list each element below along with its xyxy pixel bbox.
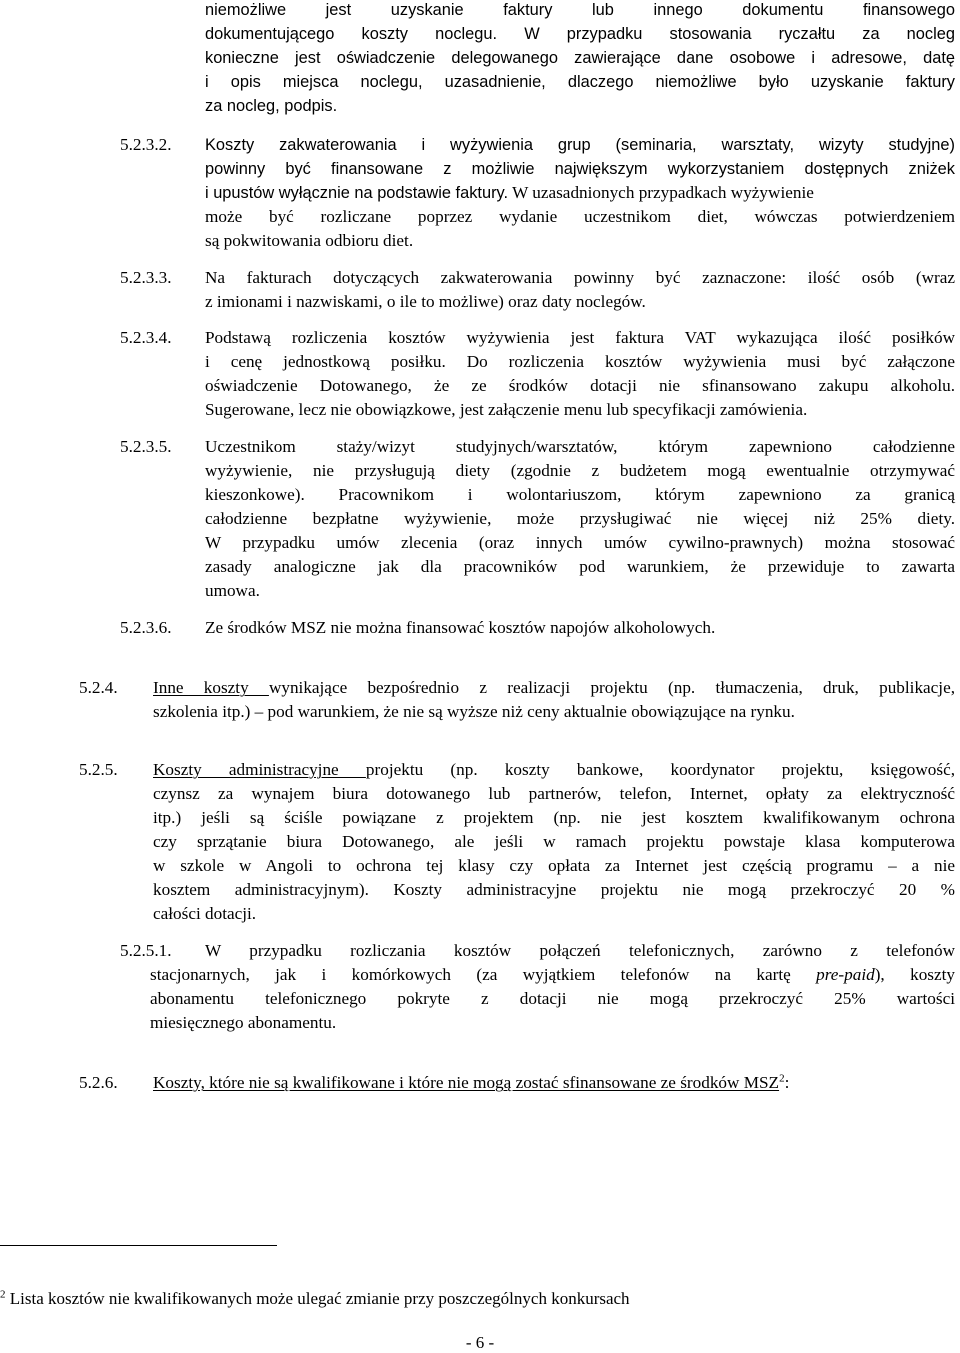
text-line: Koszty zakwaterowania i wyżywienia grup (seminaria, warsztaty, wizyty studyjne)	[205, 136, 955, 154]
text-line: i cenę jednostkową posiłku. Do rozliczenia kosztów wyżywienia musi być załączone	[205, 352, 955, 371]
text-line: z imionami i nazwiskami, o ile to możliwe) oraz daty noclegów.	[205, 292, 646, 311]
text-line: umowa.	[205, 581, 260, 600]
text-line: Na fakturach dotyczących zakwaterowania powinny być zaznaczone: ilość osób (wraz	[205, 268, 955, 287]
text-line: oświadczenie Dotowanego, że ze środków dotacji nie sfinansowano zakupu alkoholu.	[205, 376, 955, 395]
section-number: 5.2.3.2.	[120, 135, 172, 154]
section-heading: Inne koszty	[153, 678, 269, 697]
text-line: kieszonkowe). Pracownikom i wolontariuszom, którym zapewniono za granicą	[205, 485, 955, 504]
text-line: są pokwitowania odbioru diet.	[205, 231, 414, 250]
text-line: Ze środków MSZ nie można finansować kosztów napojów alkoholowych.	[205, 618, 716, 637]
text-line: powinny być finansowane z możliwie największym wykorzystaniem dostępnych zniżek	[205, 160, 955, 178]
section-number: 5.2.3.5.	[120, 437, 172, 456]
text-line: w szkole w Angoli to ochrona tej klasy czy opłata za Internet jest częścią programu – a nie	[153, 856, 955, 875]
text-line: konieczne jest oświadczenie delegowanego zawierające dane osobowe i adresowe, datę	[205, 49, 955, 67]
footnote-separator	[0, 1245, 277, 1246]
section-number: 5.2.4.	[79, 678, 118, 697]
text-line: miesięcznego abonamentu.	[150, 1013, 337, 1032]
footnote-reference[interactable]: 2	[779, 1072, 785, 1085]
text-run: W uzasadnionych przypadkach wyżywienie	[508, 183, 814, 202]
text-line	[153, 678, 955, 698]
text-line: wyżywienie, nie przysługują diety (zgodnie z budżetem mogą ewentualnie otrzymywać	[205, 461, 955, 480]
text-line: całości dotacji.	[153, 904, 257, 923]
text-line: dokumentującego koszty noclegu. W przypadku stosowania ryczałtu za nocleg	[205, 25, 955, 43]
text-run: i upustów wyłącznie na podstawie faktury.	[205, 184, 509, 202]
text-run: stacjonarnych, jak i komórkowych (za wyjątkiem telefonów na kartę	[150, 965, 817, 984]
text-run-italic: pre-paid	[816, 965, 875, 984]
text-line: może być rozliczane poprzez wydanie uczestnikom diet, wówczas potwierdzeniem	[205, 207, 955, 226]
text-line: abonamentu telefonicznego pokryte z dotacji nie mogą przekroczyć 25% wartości	[150, 989, 955, 1008]
text-line: czy sprzątanie biura Dotowanego, ale jeśli w ramach projektu powstaje klasa komputerowa	[153, 832, 955, 851]
section-heading: Koszty administracyjne	[153, 760, 366, 779]
text-line: niemożliwe jest uzyskanie faktury lub innego dokumentu finansowego	[205, 1, 955, 19]
text-line: W przypadku umów zlecenia (oraz innych umów cywilno-prawnych) można stosować	[205, 533, 955, 552]
section-number: 5.2.6.	[79, 1073, 118, 1092]
text-run: wynikające bezpośrednio z realizacji projektu (np. tłumaczenia, druk, publikacje,	[268, 678, 955, 697]
text-line	[205, 183, 814, 203]
section-number: 5.2.3.4.	[120, 328, 172, 347]
text-line	[153, 760, 955, 780]
text-line: za nocleg, podpis.	[205, 97, 338, 115]
text-line: kosztem administracyjnym). Koszty administracyjne projektu nie mogą przekroczyć 20 %	[153, 880, 955, 899]
text-line	[150, 965, 955, 985]
section-heading: Koszty, które nie są kwalifikowane i które nie mogą zostać sfinansowane ze środków MSZ	[153, 1073, 780, 1092]
section-number: 5.2.5.1.	[120, 941, 172, 960]
text-line: Podstawą rozliczenia kosztów wyżywienia jest faktura VAT wykazująca ilość posiłków	[205, 328, 955, 347]
text-line: całodzienne bezpłatne wyżywienie, może przysługiwać nie więcej niż 25% diety.	[205, 509, 955, 528]
text-line: czynsz za wynajem biura dotowanego lub partnerów, telefon, Internet, opłaty za elektryczność	[153, 784, 955, 803]
text-line: W przypadku rozliczania kosztów połączeń telefonicznych, zarówno z telefonów	[205, 941, 955, 960]
text-line: itp.) jeśli są ściśle powiązane z projektem (np. nie jest kosztem kwalifikowanym ochrona	[153, 808, 955, 827]
section-number: 5.2.3.3.	[120, 268, 172, 287]
text-line	[153, 1073, 789, 1093]
text-line: zasady analogiczne jak dla pracowników pod warunkiem, że przewiduje to zawarta	[205, 557, 955, 576]
text-line: Uczestnikom staży/wizyt studyjnych/warsztatów, którym zapewniono całodzienne	[205, 437, 955, 456]
text-line: szkolenia itp.) – pod warunkiem, że nie są wyższe niż ceny aktualnie obowiązujące na rynku.	[153, 702, 795, 721]
text-line: Sugerowane, lecz nie obowiązkowe, jest załączenie menu lub specyfikacji zamówienia.	[205, 400, 808, 419]
footnote	[0, 1289, 630, 1309]
text-line: i opis miejsca noclegu, uzasadnienie, dlaczego niemożliwe było uzyskanie faktury	[205, 73, 955, 91]
section-number: 5.2.3.6.	[120, 618, 172, 637]
section-number: 5.2.5.	[79, 760, 118, 779]
footnote-text: Lista kosztów nie kwalifikowanych może ulegać zmianie przy poszczególnych konkursach	[5, 1289, 630, 1308]
footnote-marker: 2	[0, 1288, 6, 1301]
text-run: :	[784, 1073, 790, 1092]
page-number: - 6 -	[465, 1333, 495, 1352]
text-run: ), koszty	[874, 965, 955, 984]
text-run: projektu (np. koszty bankowe, koordynator projektu, księgowość,	[365, 760, 955, 779]
